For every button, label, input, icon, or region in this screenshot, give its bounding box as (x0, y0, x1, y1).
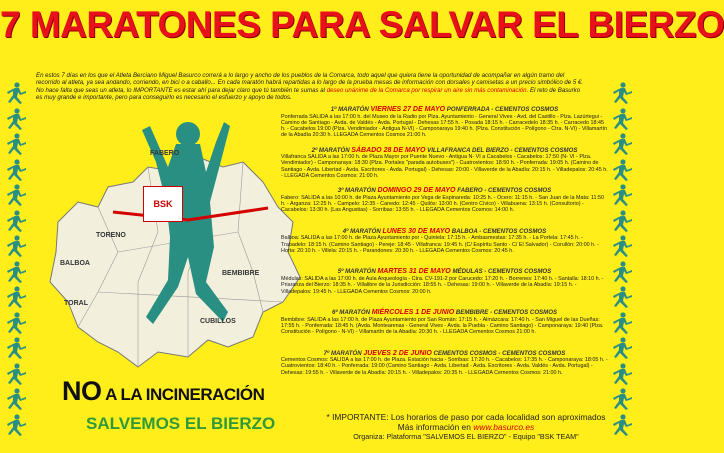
runner-icon (608, 337, 634, 359)
marathon-num: 7º MARATÓN (323, 349, 362, 357)
marathon-sponsor: - CEMENTOS COSMOS (491, 106, 559, 113)
marathon-date: SÁBADO 28 DE MAYO (351, 146, 426, 154)
runner-icon (2, 363, 28, 385)
marathon-header (281, 350, 608, 358)
runner-icon (608, 210, 634, 232)
marathon-date: VIERNES 27 DE MAYO (370, 106, 446, 113)
intro-text (36, 72, 608, 101)
marathon-3 (281, 187, 608, 227)
slogan-no-incineracion (62, 376, 312, 407)
footer-info (316, 412, 616, 442)
intro-highlight: deseo unánime de la Comarca por respirar un aire sin más contaminación. (326, 86, 529, 94)
map-place-balboa: BALBOA (60, 260, 90, 267)
intro-line-3c: El reto de Basurko (528, 86, 581, 94)
runner-icon (608, 363, 634, 385)
runner-border-left (2, 82, 32, 442)
marathon-date: MIÉRCOLES 1 DE JUNIO (371, 308, 455, 316)
marathon-header (281, 228, 608, 236)
marathon-route: Ponferrada SALIDA a las 17:00 h. del Museo de la Radio por Plza. Ayuntamiento - General Vives - Avd. del Castillo - Plza. Lazúrtegui - Camino de Santiago - Avda. de Valdés - Avda. Portugal - Dehesas 17:55 h. - Posada 18:15 h. - Carracedelo 18:35 h. - Carracedo 18:45 h. - Cacabelos 19:00 (Plza. Vendimiador - Antigua N-VI) - Camponaraya 19:40 h. (Plza. Constitución - Polígono - Ctra. N-VI) - Villamartín de la Abadía 20:30 h. LLEGADA Cementos Cosmos 21:00 h. (281, 113, 608, 139)
marathon-header (281, 268, 608, 276)
marathon-route: Balboa: SALIDA a las 17:00 h. de Plaza Ayuntamiento por - Quintela: 17:15 h. - Ambasmestas: 17:35 h. - La Portela: 17:45 h. - Trabadelo: 18:15 h. (Camino Santiago) - Pereje: 18:45 - Villafranca: 19:45 h. (C/ Espíritu Santo - C/ El Salvador) - Corullón: 20:00 h. - Horta: 20:10 h. - Villela: 20:15 h. - Parandones: 20:30 h. - LLEGADA Cementos Cosmos: 20:45 h. (281, 235, 599, 254)
runner-icon (608, 108, 634, 130)
marathon-num: 3º MARATÓN (337, 187, 376, 195)
runner-icon (608, 82, 634, 104)
marathon-place: BEMBIBRE (455, 308, 489, 316)
runner-icon (2, 286, 28, 308)
marathon-schedule (281, 106, 608, 390)
intro-line-4: es muy grande e importante, pero para conseguirlo es necesario el esfuerzo y apoyo de todos. (36, 93, 292, 101)
runner-icon (608, 286, 634, 308)
slogan-salvemos: SALVEMOS EL BIERZO (86, 414, 276, 433)
marathon-place: BALBOA (451, 227, 478, 235)
website-link[interactable]: www.basurco.es (473, 422, 535, 432)
marathon-num: 4º MARATÓN (342, 227, 381, 235)
map-place-fabero: FABERO (150, 150, 180, 157)
runner-icon (608, 159, 634, 181)
runner-icon (2, 133, 28, 155)
marathon-num: 5º MARATÓN (337, 268, 376, 276)
marathon-1 (281, 106, 608, 146)
marathon-route: Fabero: SALIDA a las 10:00 h. de Plaza Ayuntamiento por Vega de Espinareda: 10:25 h. - Ocero: 11:15 h. - San Juan de la Mata: 11:50 h. - Arganza: 12:25 h. - Campelo: 12:35 - Canedo: 12:45 - Quilós: 13:00 h. (Centro Cívico) - Villabuena: 13:15 h. (Consultorio) - Cacabelos: 13:30 h. (Las Angustias) - Sorribas: 13:55 h. - LLEGADA Cementos Cosmos: 14:00 h. (281, 194, 605, 214)
marathon-num: 1º MARATÓN (330, 106, 369, 113)
runner-icon (2, 108, 28, 130)
runner-icon (2, 235, 28, 257)
marathon-7 (281, 350, 608, 390)
marathon-2 (281, 147, 608, 187)
intro-line-3a: No hace falta que seas un atleta, lo IMPORTANTE es estar ahí para dejar claro que tú también te sumas al (36, 86, 327, 94)
marathon-header (281, 106, 608, 114)
runner-icon (608, 184, 634, 206)
marathon-date: LUNES 30 DE MAYO (382, 227, 451, 235)
marathon-route: Bembibre: SALIDA a las 17:00 h. de Plaza Ayuntamiento por San Román: 17:15 h. - Almázcara: 17:40 h. - San Miguel de las Dueñas: 17:55 h. - Ponferrada: 18:45 h. (Avda. Montearenas - General Vives - Avda. la Puebla - Camino Santiago) - Camponaraya: 19:40 (Plza. Constitución - Polígono - N-VI) - Villamartín de la Abadía: 20:30 h. - LLEGADA Cementos Cosmos 21:00 h. (281, 316, 604, 336)
runner-icon (2, 210, 28, 232)
intro-line-2: recorrido al atleta, ya sea andando, corriendo, en bici o a caballo... En cada maratón habrá repartidas a lo largo de la prueba mesas de información con dorsales y camisetas a un precio simbólico de 5 €. (36, 79, 584, 87)
slogan-no: NO (62, 376, 102, 406)
marathon-sponsor: - CEMENTOS COSMOS (484, 268, 552, 276)
runner-icon (2, 82, 28, 104)
runner-icon (2, 337, 28, 359)
marathon-sponsor: - CEMENTOS COSMOS (510, 146, 578, 154)
marathon-sponsor: - CEMENTOS COSMOS (484, 187, 552, 195)
marathon-sponsor: CEMENTOS COSMOS - CEMENTOS COSMOS (433, 349, 566, 357)
footer-more-info-label: Más información en (397, 422, 474, 432)
marathon-route: Médulas: SALIDA a las 17:00 h. de Aula Arqueología - Ctra. CV-191-2 por Carucedo: 17:20 h. - Borrenes: 17:40 h. - Santalla: 18:10 h. - Priaranza del Bierzo: 18:35 h. - Villalibre de la Jurisdicción: 18:55 h. - Dehesas: 19:00 h. - Villaverde de la Abadía: 19:15 h. - Villadepalos: 19:45 h. - LLEGADA Cementos Cosmos: 20:00 h. (281, 275, 604, 295)
marathon-num: 6º MARATÓN (331, 308, 370, 316)
map-place-toral: TORAL (64, 300, 88, 307)
marathon-date: JUEVES 2 DE JUNIO (363, 349, 432, 357)
marathon-date: DOMINGO 29 DE MAYO (377, 187, 456, 195)
marathon-place: MÉDULAS (452, 268, 483, 276)
runner-icon (2, 261, 28, 283)
runner-icon (2, 312, 28, 334)
runner-icon (608, 235, 634, 257)
map-place-cubillos: CUBILLOS (200, 318, 236, 325)
marathon-place: FABERO (457, 187, 483, 195)
runner-icon (2, 159, 28, 181)
footer-important: * IMPORTANTE: Los horarios de paso por cada localidad son aproximados (326, 412, 606, 422)
marathon-date: MARTES 31 DE MAYO (377, 268, 451, 276)
marathon-5 (281, 268, 608, 308)
footer-more-info (316, 422, 616, 432)
intro-line-1: En estos 7 días en los que el Atleta Berciano Miguel Basurco correrá a lo largo y ancho de los pueblos de la Comarca, todo aquel que quiera tiene la oportunidad de acompañar en algún tramo del (36, 72, 565, 79)
runner-icon (608, 388, 634, 410)
marathon-route: Cementos Cosmos: SALIDA a las 17:00 h. de Plaza. Estación hacia - Sorribas: 17:20 h. - Cacabelos: 17:35 h. - Camponaraya: 18:05 h. - Cuatrovientos: 18:40 h. - Ponferrada: 19:00 (Camino Santiago - Avda. Libertad - Avda. Escritores - Avda. Valdés - Avda. Portugal) - Dehesas: 19:55 h. - Villaverde de la Abadía: 20:15 h. - Villadepalos: 20:35 h. - LLEGADA Cementos Cosmos: 21:00 h. (281, 357, 608, 376)
runner-icon (608, 261, 634, 283)
marathon-place: PONFERRADA (446, 106, 490, 113)
marathon-sponsor: - CEMENTOS COSMOS (490, 308, 558, 316)
runner-icon (2, 184, 28, 206)
intro-line-3 (36, 87, 608, 94)
marathon-header (281, 187, 608, 195)
marathon-header (281, 147, 608, 155)
slogan-rest: A LA INCINERACIÓN (101, 385, 265, 404)
page-title: 7 MARATONES PARA SALVAR EL BIERZO (0, 4, 724, 45)
marathon-4 (281, 228, 608, 268)
marathon-header (281, 309, 608, 317)
marathon-place: VILLAFRANCA DEL BIERZO (427, 146, 509, 154)
map-place-toreno: TORENO (96, 232, 126, 239)
bsk-badge: BSK (143, 186, 183, 222)
runner-icon (2, 414, 28, 436)
footer-organizer: Organiza: Plataforma "SALVEMOS EL BIERZO" - Equipo "BSK TEAM" (353, 432, 579, 441)
runner-icon (608, 133, 634, 155)
runner-icon (608, 312, 634, 334)
runner-icon (2, 388, 28, 410)
marathon-sponsor: - CEMENTOS COSMOS (479, 227, 547, 235)
marathon-route: Villafranca SALIDA a las 17:00 h. de Plaza Mayor por Puente Nuevo - Antigua N- VI a Cacabelos - Cacabelos: 17:50 (N- VI - Plza. Vendimiador) - Camponaraya: 18:30 (Plza. Portales "parada autobuses") - Cuatrovientos: 18:50 h. - Ponferrada: 19:05 h. (Camino de Santiago - Avda. Libertad - Avda. Escritores - Avda. Portugal) - Dehesas: 20:00 - Villaverde de la Abadía: 20:15 h. - Villadepalos: 20:45 h. - LLEGADA Cementos Cosmos: 21:00 h. (281, 154, 608, 180)
runner-border-right (608, 82, 638, 442)
map-place-bembibre: BEMBIBRE (222, 270, 260, 277)
marathon-6 (281, 309, 608, 349)
marathon-num: 2º MARATÓN (311, 146, 350, 154)
